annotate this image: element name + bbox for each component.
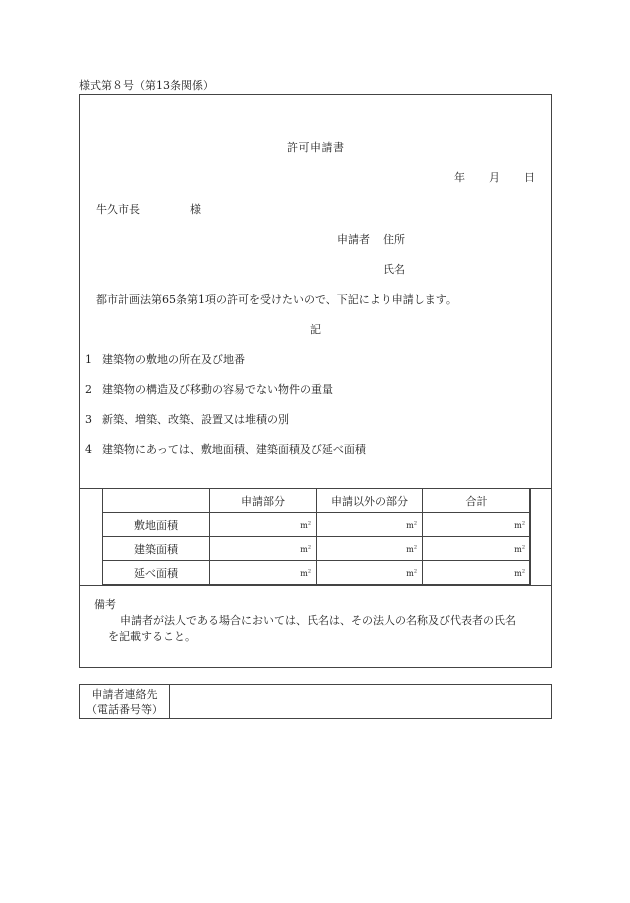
header-total: 合計 <box>423 489 531 513</box>
applicant-address-label: 住所 <box>383 233 405 246</box>
item-2-number: 2 <box>85 383 92 396</box>
cell-building-total[interactable] <box>423 537 531 561</box>
table-row <box>103 561 531 585</box>
form-title: 許可申請書 <box>287 141 345 154</box>
cell-site-applied[interactable] <box>210 513 317 537</box>
area-table-header-row <box>103 489 531 513</box>
form-label: 様式第８号（第13条関係） <box>79 79 214 92</box>
cell-site-other[interactable] <box>317 513 423 537</box>
remarks-heading: 備考 <box>94 598 116 611</box>
row-label-building-area: 建築面積 <box>103 537 210 561</box>
note-heading: 記 <box>310 323 321 336</box>
cell-floor-total[interactable] <box>423 561 531 585</box>
contact-label-line-1: 申請者連絡先 <box>91 688 158 701</box>
contact-label <box>80 685 170 718</box>
addressee-honorific: 様 <box>190 203 201 216</box>
item-3-text: 新築、増築、改築、設置又は堆積の別 <box>102 413 289 426</box>
table-row <box>103 537 531 561</box>
applicant-name-label: 氏名 <box>383 263 405 276</box>
date-month: 月 <box>489 171 500 184</box>
date-day: 日 <box>524 171 535 184</box>
remarks-line-2: を記載すること。 <box>108 630 196 643</box>
area-table-header-blank <box>103 489 210 513</box>
unit-label: $m^2$ <box>406 520 417 530</box>
cell-floor-other[interactable] <box>317 561 423 585</box>
item-4-text: 建築物にあっては、敷地面積、建築面積及び延べ面積 <box>102 443 366 456</box>
table-section-bottom-rule <box>79 585 552 586</box>
unit-label: $m^2$ <box>300 568 311 578</box>
cell-building-applied[interactable] <box>210 537 317 561</box>
table-row <box>103 513 531 537</box>
unit-label: $m^2$ <box>514 544 525 554</box>
row-label-site-area: 敷地面積 <box>103 513 210 537</box>
unit-label: $m^2$ <box>406 568 417 578</box>
applicant-label: 申請者 <box>337 233 370 246</box>
header-other-part: 申請以外の部分 <box>317 489 423 513</box>
unit-label: $m^2$ <box>406 544 417 554</box>
date-year: 年 <box>454 171 465 184</box>
cell-site-total[interactable] <box>423 513 531 537</box>
item-3-number: 3 <box>85 413 92 426</box>
row-label-total-floor-area: 延べ面積 <box>103 561 210 585</box>
area-table <box>102 488 531 585</box>
unit-label: $m^2$ <box>514 568 525 578</box>
cell-building-other[interactable] <box>317 537 423 561</box>
cell-floor-applied[interactable] <box>210 561 317 585</box>
item-1-number: 1 <box>85 353 92 366</box>
applicant-contact-box <box>79 684 552 719</box>
header-applied-part: 申請部分 <box>210 489 317 513</box>
contact-label-line-2: （電話番号等） <box>86 703 163 716</box>
item-1-text: 建築物の敷地の所在及び地番 <box>102 353 245 366</box>
item-4-number: 4 <box>85 443 92 456</box>
contact-input-area[interactable] <box>170 685 551 718</box>
addressee-name: 牛久市長 <box>96 203 140 216</box>
unit-label: $m^2$ <box>514 520 525 530</box>
unit-label: $m^2$ <box>300 520 311 530</box>
item-2-text: 建築物の構造及び移動の容易でない物件の重量 <box>102 383 333 396</box>
unit-label: $m^2$ <box>300 544 311 554</box>
remarks-line-1: 申請者が法人である場合においては、氏名は、その法人の名称及び代表者の氏名 <box>120 614 516 627</box>
intro-text: 都市計画法第65条第1項の許可を受けたいので、下記により申請します。 <box>96 293 457 306</box>
